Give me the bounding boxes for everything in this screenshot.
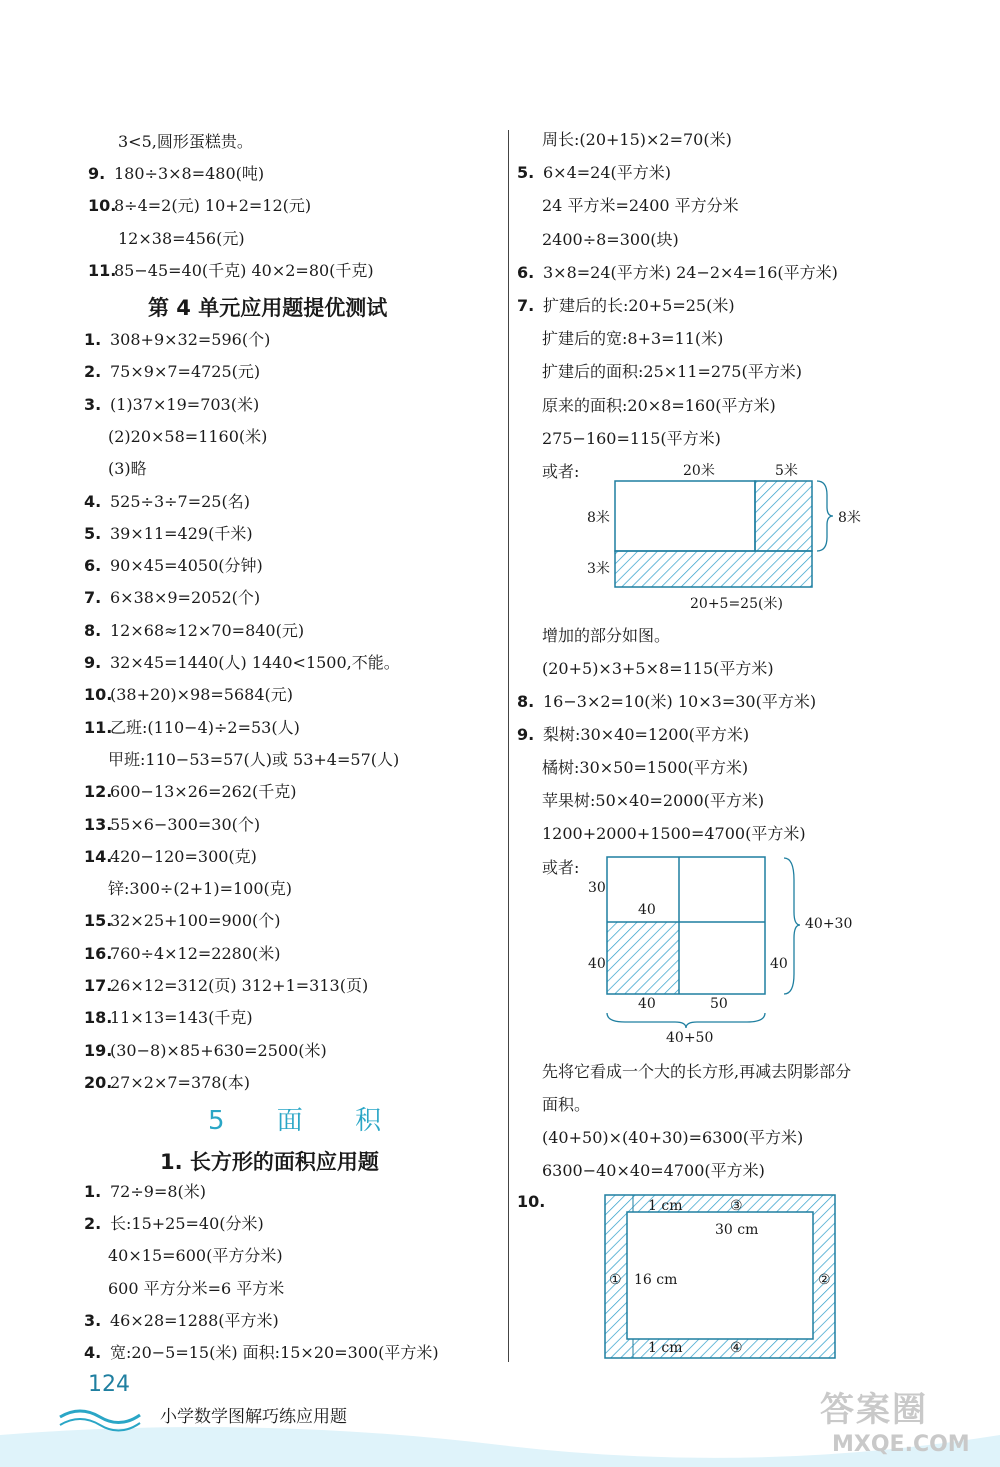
answer-line [84, 1041, 327, 1061]
item-number: 9. [84, 653, 102, 672]
answer-text: 乙班:(110−4)÷2=53(人) [110, 717, 300, 737]
answer-text: 扩建后的长:20+5=25(米) [543, 296, 735, 315]
label-50-bottom: 50 [710, 996, 728, 1012]
answer-line [542, 1128, 803, 1148]
label-circle-2: ② [818, 1272, 831, 1288]
answer-text: 39×11=429(千米) [110, 523, 253, 543]
answer-line [84, 1343, 439, 1363]
answer-text: 420−120=300(克) [110, 846, 257, 866]
answer-text: 锌:300÷(2+1)=100(克) [108, 879, 293, 899]
chapter-title: 5 面 积 [208, 1106, 404, 1136]
answer-line [84, 556, 263, 576]
answer-line [84, 911, 281, 931]
answer-line [542, 824, 806, 844]
answer-line [108, 1279, 284, 1299]
answer-text: 橘树:30×50=1500(平方米) [542, 758, 749, 777]
label-1cm-top: 1 cm [648, 1198, 683, 1214]
answer-line [84, 782, 297, 802]
answer-text: 面积。 [542, 1095, 591, 1114]
answer-line [542, 396, 776, 416]
answer-text: (38+20)×98=5684(元) [110, 685, 293, 705]
height-brace [817, 481, 833, 551]
answer-text: 12×38=456(元) [118, 228, 245, 248]
answer-line [517, 692, 816, 712]
answer-line [84, 1311, 279, 1331]
item-number: 16. [84, 943, 113, 963]
answer-text: 26×12=312(页) 312+1=313(页) [110, 976, 369, 995]
answer-text: 周长:(20+15)×2=70(米) [542, 130, 732, 149]
item-number: 2. [84, 362, 102, 382]
answer-text: 32×45=1440(人) 1440<1500,不能。 [110, 653, 400, 672]
added-right-area [755, 481, 812, 551]
answer-text: 扩建后的宽:8+3=11(米) [542, 329, 724, 349]
label-25m: 20+5=25(米) [690, 596, 783, 612]
answer-line [108, 427, 267, 447]
answer-line [88, 261, 374, 281]
answer-text: 600−13×26=262(千克) [110, 782, 297, 802]
answer-text: 55×6−300=30(个) [110, 814, 261, 834]
watermark-logo: 答案圈 [820, 1390, 928, 1430]
answer-text: 16−3×2=10(米) 10×3=30(平方米) [543, 692, 817, 711]
item-number: 5. [84, 523, 102, 543]
answer-text: (40+50)×(40+30)=6300(平方米) [542, 1128, 804, 1147]
answer-line [517, 725, 749, 745]
label-3m: 3米 [587, 561, 610, 577]
label-circle-1: ① [609, 1272, 622, 1288]
item-number: 7. [517, 296, 535, 315]
answer-line [542, 791, 764, 811]
answer-line [84, 588, 260, 608]
answer-line [542, 130, 732, 150]
item-number: 14. [84, 846, 113, 866]
section4-title: 第 4 单元应用题提优测试 [148, 296, 388, 320]
item-number: 18. [84, 1008, 113, 1028]
answer-line [84, 330, 270, 350]
section5-title: 1. 长方形的面积应用题 [160, 1150, 379, 1174]
answer-text: 6300−40×40=4700(平方米) [542, 1161, 765, 1180]
answer-text: 32×25+100=900(个) [110, 911, 281, 931]
label-40-bottom: 40 [638, 996, 656, 1012]
answer-text: 6×38×9=2052(个) [110, 588, 261, 608]
column-divider [508, 130, 509, 1362]
answer-line [542, 1161, 765, 1181]
item-number: 4. [84, 1343, 102, 1362]
item-number: 4. [84, 491, 102, 511]
answer-text: (2)20×58=1160(米) [108, 426, 268, 446]
answer-text: 3×8=24(平方米) 24−2×4=16(平方米) [543, 262, 838, 282]
answer-text: 40×15=600(平方分米) [108, 1246, 283, 1266]
label-40plus50: 40+50 [666, 1030, 714, 1046]
answer-text: 1200+2000+1500=4700(平方米) [542, 824, 806, 843]
answer-text: 180÷3×8=480(吨) [114, 164, 265, 183]
answer-text: (20+5)×3+5×8=115(平方米) [542, 659, 774, 678]
answer-text: 扩建后的面积:25×11=275(平方米) [542, 362, 802, 382]
answer-text: (3)略 [108, 459, 147, 479]
item-number: 5. [517, 163, 535, 183]
answer-line [84, 492, 250, 512]
answer-text: 2400÷8=300(块) [542, 229, 679, 249]
answer-line [542, 230, 679, 250]
watermark-url: MXQE.COM [832, 1432, 970, 1457]
answer-line [108, 1246, 283, 1266]
answer-line [108, 750, 399, 770]
label-40-right: 40 [770, 956, 788, 972]
answer-text: 苹果树:50×40=2000(平方米) [542, 791, 765, 810]
item-number: 12. [84, 782, 113, 802]
answer-text: 760÷4×12=2280(米) [110, 943, 281, 963]
answer-line [88, 196, 311, 216]
orchard-diagram [580, 850, 840, 1050]
answer-text: 12×68≈12×70=840(元) [110, 620, 305, 640]
answer-text: (1)37×19=703(米) [110, 394, 260, 414]
item-number: 15. [84, 911, 113, 931]
answer-text: 75×9×7=4725(元) [110, 362, 261, 382]
book-title: 小学数学图解巧练应用题 [160, 1407, 347, 1427]
answer-line [84, 621, 304, 641]
answer-text: (30−8)×85+630=2500(米) [110, 1040, 327, 1060]
answer-text: 600 平方分米=6 平方米 [108, 1278, 285, 1298]
answer-line [84, 718, 300, 738]
item-number: 8. [517, 692, 535, 711]
answer-text: 525÷3÷7=25(名) [110, 491, 250, 511]
item-number: 19. [84, 1040, 113, 1060]
label-1cm-bottom: 1 cm [648, 1340, 683, 1356]
answer-line [84, 1073, 250, 1093]
item-number: 10. [84, 685, 113, 705]
page-number: 124 [88, 1372, 130, 1397]
answer-line [542, 462, 579, 482]
answer-line [84, 653, 400, 673]
answer-text: 宽:20−5=15(米) 面积:15×20=300(平方米) [110, 1343, 439, 1362]
answer-line [542, 626, 670, 646]
answer-text: 原来的面积:20×8=160(平方米) [542, 395, 776, 415]
answer-line [542, 758, 748, 778]
answer-line [84, 815, 260, 835]
item-number: 2. [84, 1214, 102, 1234]
item-number: 9. [517, 725, 535, 744]
answer-line [108, 459, 147, 479]
item-number: 1. [84, 1182, 102, 1201]
answer-text: 8÷4=2(元) 10+2=12(元) [114, 196, 312, 216]
item-number: 11. [84, 717, 113, 737]
answer-line [84, 1008, 253, 1028]
answer-line [84, 524, 253, 544]
answer-text: 甲班:110−53=57(人)或 53+4=57(人) [108, 749, 400, 769]
answer-line [517, 296, 735, 316]
answer-text: 308+9×32=596(个) [110, 330, 271, 349]
added-bottom-area [615, 551, 812, 587]
answer-line [542, 1095, 590, 1115]
answer-line [542, 329, 723, 349]
label-5m: 5米 [775, 463, 798, 479]
answer-line [108, 879, 292, 899]
label-16cm: 16 cm [634, 1272, 678, 1288]
expansion-diagram [575, 455, 875, 615]
answer-text: 11×13=143(千克) [110, 1008, 253, 1028]
answer-text: 46×28=1288(平方米) [110, 1310, 279, 1330]
label-20m: 20米 [683, 463, 715, 479]
answer-text: 长:15+25=40(分米) [110, 1214, 264, 1234]
answer-line [542, 429, 721, 449]
answer-text: 或者: [542, 462, 580, 481]
answer-line [118, 229, 245, 249]
answer-line [517, 263, 838, 283]
label-30cm: 30 cm [715, 1222, 759, 1238]
item-number: 20. [84, 1072, 113, 1092]
shaded-square [607, 922, 679, 994]
answer-line [542, 196, 739, 216]
item-number: 7. [84, 588, 102, 608]
answer-line [517, 163, 671, 183]
answer-text: 275−160=115(平方米) [542, 428, 721, 448]
answer-line [84, 847, 257, 867]
answer-line [84, 395, 259, 415]
label-40-left: 40 [588, 956, 606, 972]
answer-line [88, 164, 264, 184]
answer-line [84, 976, 368, 996]
label-8m-right: 8米 [838, 510, 861, 526]
answer-text: 72÷9=8(米) [110, 1182, 207, 1201]
item-number: 6. [84, 556, 102, 576]
answer-line [542, 362, 802, 382]
answer-text: 27×2×7=378(本) [110, 1072, 250, 1092]
label-30: 30 [588, 880, 606, 896]
answer-line [84, 1214, 264, 1234]
label-8m-left: 8米 [587, 510, 610, 526]
item-number: 10. [88, 196, 117, 216]
answer-line: 3<5,圆形蛋糕贵。 [118, 132, 253, 151]
label-circle-4: ④ [730, 1340, 743, 1356]
answer-line [542, 659, 774, 679]
answer-text: 增加的部分如图。 [542, 626, 671, 645]
answer-text: 90×45=4050(分钟) [110, 556, 263, 576]
item-number: 17. [84, 976, 113, 995]
item-number: 6. [517, 262, 535, 282]
item-number: 8. [84, 620, 102, 640]
answer-text: 85−45=40(千克) 40×2=80(千克) [114, 260, 374, 280]
answer-text: 24 平方米=2400 平方分米 [542, 196, 739, 216]
item-number: 1. [84, 330, 102, 349]
diagram9-intro: 或者: [542, 858, 580, 877]
answer-text: 6×4=24(平方米) [543, 163, 672, 183]
answer-line [84, 362, 260, 382]
horizontal-brace [607, 1013, 765, 1028]
label-circle-3: ③ [730, 1198, 743, 1214]
answer-text: 梨树:30×40=1200(平方米) [543, 725, 750, 744]
answer-line [84, 1182, 206, 1202]
label-40plus30: 40+30 [805, 916, 853, 932]
item-number: 13. [84, 814, 113, 834]
item-number: 3. [84, 1310, 102, 1330]
original-area [615, 481, 755, 551]
label-40-top: 40 [638, 902, 656, 918]
answer-text: 先将它看成一个大的长方形,再减去阴影部分 [542, 1062, 852, 1081]
answer-line [84, 685, 293, 705]
item-number: 9. [88, 164, 106, 183]
answer-line [84, 944, 281, 964]
item-number: 11. [88, 260, 117, 280]
vertical-brace [784, 858, 800, 994]
answer-line [542, 1062, 851, 1082]
item10-num: 10. [517, 1192, 546, 1211]
item-number: 3. [84, 394, 102, 414]
